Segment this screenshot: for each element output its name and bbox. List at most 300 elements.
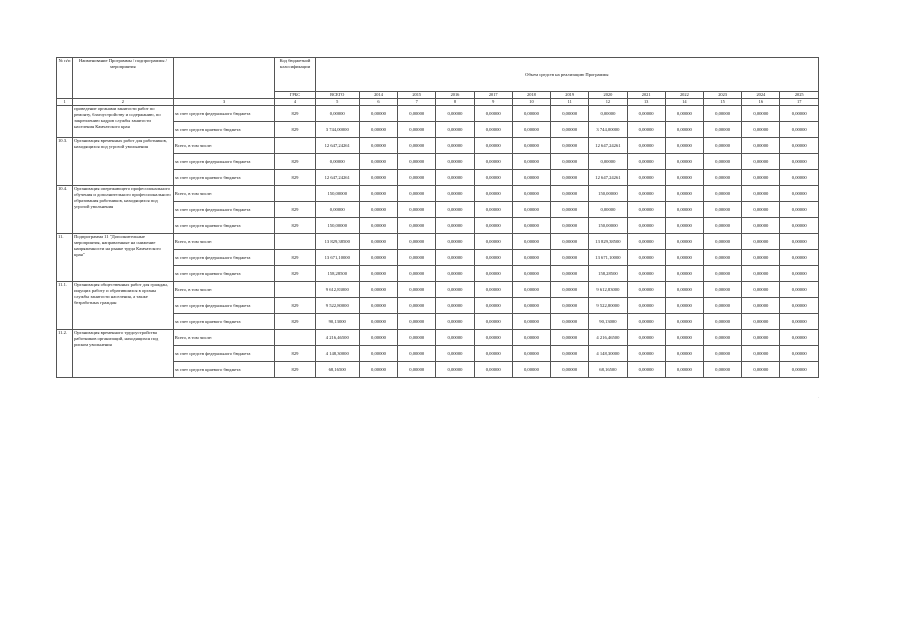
year-amount: 0,00000 <box>398 314 436 330</box>
year-amount: 0,00000 <box>398 330 436 346</box>
year-amount: 0,00000 <box>551 154 589 170</box>
page-corner-mark: · <box>818 395 820 400</box>
header-year: 2017 <box>474 92 512 99</box>
year-amount: 0,00000 <box>436 234 474 250</box>
year-amount: 0,00000 <box>398 362 436 378</box>
grbs-code: 829 <box>275 362 315 378</box>
header-year: 2024 <box>742 92 780 99</box>
funding-source: за счет средств федерального бюджета <box>173 298 275 314</box>
year-amount: 0,00000 <box>436 138 474 154</box>
table-row <box>57 106 819 122</box>
year-amount: 0,00000 <box>359 346 397 362</box>
year-amount: 0,00000 <box>742 330 780 346</box>
year-amount: 0,00000 <box>551 346 589 362</box>
year-amount: 0,00000 <box>474 362 512 378</box>
year-amount: 0,00000 <box>742 218 780 234</box>
year-amount: 0,00000 <box>627 170 665 186</box>
grbs-code: 829 <box>275 218 315 234</box>
column-index: 5 <box>315 99 359 106</box>
year-amount: 0,00000 <box>436 250 474 266</box>
year-amount: 0,00000 <box>512 138 550 154</box>
year-amount: 0,00000 <box>359 234 397 250</box>
year-amount: 0,00000 <box>780 122 819 138</box>
year-amount: 0,00000 <box>627 314 665 330</box>
funding-source: Всего, в том числе: <box>173 234 275 250</box>
year-amount: 0,00000 <box>512 218 550 234</box>
total-amount: 9 612,83000 <box>315 282 359 298</box>
funding-source: за счет средств краевого бюджета <box>173 266 275 282</box>
year-amount: 0,00000 <box>551 106 589 122</box>
year-amount: 0,00000 <box>665 122 703 138</box>
year-amount: 0,00000 <box>512 202 550 218</box>
year-amount: 0,00000 <box>704 138 742 154</box>
header-year: 2016 <box>436 92 474 99</box>
year-amount: 0,00000 <box>627 282 665 298</box>
total-amount: 13 671,10000 <box>315 250 359 266</box>
year-amount: 0,00000 <box>359 218 397 234</box>
total-amount: 150,00000 <box>315 186 359 202</box>
year-amount: 0,00000 <box>551 202 589 218</box>
year-amount: 0,00000 <box>474 186 512 202</box>
total-amount: 0,00000 <box>315 106 359 122</box>
year-amount: 0,00000 <box>474 122 512 138</box>
year-amount: 0,00000 <box>474 298 512 314</box>
row-number <box>57 106 73 138</box>
year-amount: 0,00000 <box>474 202 512 218</box>
year-amount: 0,00000 <box>704 106 742 122</box>
year-amount: 0,00000 <box>780 346 819 362</box>
year-amount: 0,00000 <box>551 186 589 202</box>
year-amount: 0,00000 <box>704 122 742 138</box>
row-number: 10.3. <box>57 138 73 186</box>
year-amount: 0,00000 <box>359 266 397 282</box>
header-year: 2018 <box>512 92 550 99</box>
funding-source: за счет средств краевого бюджета <box>173 362 275 378</box>
year-amount: 9 612,83000 <box>589 282 627 298</box>
year-amount: 150,00000 <box>589 218 627 234</box>
year-amount: 0,00000 <box>359 170 397 186</box>
year-amount: 68,16500 <box>589 362 627 378</box>
year-amount: 0,00000 <box>474 250 512 266</box>
column-index: 11 <box>551 99 589 106</box>
year-amount: 0,00000 <box>398 266 436 282</box>
year-amount: 0,00000 <box>359 298 397 314</box>
year-amount: 0,00000 <box>665 218 703 234</box>
year-amount: 0,00000 <box>436 282 474 298</box>
year-amount: 0,00000 <box>436 314 474 330</box>
year-amount: 0,00000 <box>780 170 819 186</box>
header-source <box>173 58 275 99</box>
year-amount: 0,00000 <box>780 282 819 298</box>
year-amount: 0,00000 <box>742 298 780 314</box>
year-amount: 0,00000 <box>780 250 819 266</box>
column-index: 6 <box>359 99 397 106</box>
year-amount: 0,00000 <box>359 186 397 202</box>
column-index: 8 <box>436 99 474 106</box>
year-amount: 0,00000 <box>551 298 589 314</box>
column-index: 4 <box>275 99 315 106</box>
grbs-code <box>275 138 315 154</box>
year-amount: 0,00000 <box>474 138 512 154</box>
column-index-row <box>57 99 819 106</box>
grbs-code <box>275 330 315 346</box>
year-amount: 0,00000 <box>551 362 589 378</box>
year-amount: 0,00000 <box>436 154 474 170</box>
year-amount: 0,00000 <box>665 154 703 170</box>
year-amount: 0,00000 <box>780 234 819 250</box>
year-amount: 90,13000 <box>589 314 627 330</box>
year-amount: 0,00000 <box>436 186 474 202</box>
year-amount: 0,00000 <box>474 330 512 346</box>
year-amount: 0,00000 <box>704 346 742 362</box>
year-amount: 0,00000 <box>589 154 627 170</box>
year-amount: 0,00000 <box>512 122 550 138</box>
year-amount: 0,00000 <box>704 362 742 378</box>
year-amount: 0,00000 <box>780 314 819 330</box>
year-amount: 0,00000 <box>627 346 665 362</box>
year-amount: 0,00000 <box>742 154 780 170</box>
table-row <box>57 138 819 154</box>
year-amount: 0,00000 <box>627 250 665 266</box>
table-row <box>57 234 819 250</box>
year-amount: 0,00000 <box>742 362 780 378</box>
year-amount: 13 829,38500 <box>589 234 627 250</box>
year-amount: 0,00000 <box>436 202 474 218</box>
year-amount: 0,00000 <box>742 266 780 282</box>
year-amount: 9 522,80000 <box>589 298 627 314</box>
year-amount: 0,00000 <box>665 330 703 346</box>
column-index: 13 <box>627 99 665 106</box>
year-amount: 0,00000 <box>474 282 512 298</box>
column-index: 10 <box>512 99 550 106</box>
year-amount: 0,00000 <box>704 186 742 202</box>
year-amount: 0,00000 <box>665 202 703 218</box>
funding-source: за счет средств краевого бюджета <box>173 314 275 330</box>
year-amount: 0,00000 <box>742 234 780 250</box>
year-amount: 0,00000 <box>665 250 703 266</box>
column-index: 14 <box>665 99 703 106</box>
year-amount: 158,28500 <box>589 266 627 282</box>
funding-source: за счет средств федерального бюджета <box>173 106 275 122</box>
year-amount: 0,00000 <box>742 186 780 202</box>
year-amount: 0,00000 <box>436 170 474 186</box>
year-amount: 0,00000 <box>474 154 512 170</box>
total-amount: 0,00000 <box>315 154 359 170</box>
funding-source: Всего, в том числе: <box>173 186 275 202</box>
year-amount: 4 216,46500 <box>589 330 627 346</box>
year-amount: 4 148,30000 <box>589 346 627 362</box>
total-amount: 0,00000 <box>315 202 359 218</box>
year-amount: 0,00000 <box>512 234 550 250</box>
year-amount: 0,00000 <box>512 250 550 266</box>
total-amount: 12 647,24261 <box>315 170 359 186</box>
year-amount: 0,00000 <box>551 218 589 234</box>
year-amount: 0,00000 <box>780 106 819 122</box>
budget-table <box>56 57 819 378</box>
year-amount: 0,00000 <box>665 266 703 282</box>
funding-source: Всего, в том числе: <box>173 138 275 154</box>
year-amount: 0,00000 <box>665 138 703 154</box>
year-amount: 0,00000 <box>512 346 550 362</box>
year-amount: 0,00000 <box>551 250 589 266</box>
year-amount: 0,00000 <box>359 314 397 330</box>
header-number: № п/п <box>57 58 73 99</box>
funding-source: Всего, в том числе: <box>173 330 275 346</box>
grbs-code: 829 <box>275 298 315 314</box>
year-amount: 0,00000 <box>436 122 474 138</box>
funding-source: за счет средств краевого бюджета <box>173 218 275 234</box>
year-amount: 0,00000 <box>665 362 703 378</box>
grbs-code <box>275 186 315 202</box>
year-amount: 0,00000 <box>627 266 665 282</box>
year-amount: 0,00000 <box>742 170 780 186</box>
header-year: 2022 <box>665 92 703 99</box>
year-amount: 0,00000 <box>359 138 397 154</box>
header-program-name: Наименование Программы / подпрограммы / мероприятия <box>73 58 174 99</box>
year-amount: 0,00000 <box>398 250 436 266</box>
year-amount: 0,00000 <box>436 362 474 378</box>
total-amount: 3 744,00000 <box>315 122 359 138</box>
year-amount: 0,00000 <box>551 282 589 298</box>
column-index: 9 <box>474 99 512 106</box>
year-amount: 0,00000 <box>742 202 780 218</box>
year-amount: 0,00000 <box>665 346 703 362</box>
year-amount: 0,00000 <box>780 218 819 234</box>
year-amount: 0,00000 <box>742 282 780 298</box>
year-amount: 0,00000 <box>704 202 742 218</box>
row-number: 10.4. <box>57 186 73 234</box>
year-amount: 0,00000 <box>474 106 512 122</box>
year-amount: 0,00000 <box>436 266 474 282</box>
table-body <box>57 106 819 378</box>
grbs-code: 829 <box>275 266 315 282</box>
year-amount: 0,00000 <box>398 106 436 122</box>
year-amount: 0,00000 <box>665 298 703 314</box>
year-amount: 150,00000 <box>589 186 627 202</box>
column-index: 2 <box>73 99 174 106</box>
year-amount: 0,00000 <box>359 282 397 298</box>
year-amount: 0,00000 <box>474 346 512 362</box>
activity-name: Подпрограмма 11 "Дополнительные мероприятия, направленные на снижение напряженности на рынке труда Камчатского края" <box>73 234 174 282</box>
year-amount: 0,00000 <box>627 154 665 170</box>
year-amount: 0,00000 <box>589 202 627 218</box>
year-amount: 0,00000 <box>704 234 742 250</box>
header-budget-code: Код бюджетной классификации <box>275 58 315 92</box>
header-year: 2014 <box>359 92 397 99</box>
year-amount: 0,00000 <box>359 362 397 378</box>
year-amount: 0,00000 <box>780 154 819 170</box>
funding-source: за счет средств краевого бюджета <box>173 170 275 186</box>
year-amount: 0,00000 <box>780 186 819 202</box>
year-amount: 0,00000 <box>512 314 550 330</box>
year-amount: 0,00000 <box>627 362 665 378</box>
year-amount: 0,00000 <box>704 314 742 330</box>
column-index: 15 <box>704 99 742 106</box>
year-amount: 0,00000 <box>780 266 819 282</box>
funding-source: за счет средств федерального бюджета <box>173 250 275 266</box>
total-amount: 13 829,38500 <box>315 234 359 250</box>
year-amount: 0,00000 <box>359 330 397 346</box>
header-year: 2019 <box>551 92 589 99</box>
grbs-code: 829 <box>275 346 315 362</box>
year-amount: 0,00000 <box>512 330 550 346</box>
grbs-code: 829 <box>275 122 315 138</box>
year-amount: 12 647,24261 <box>589 170 627 186</box>
grbs-code: 829 <box>275 106 315 122</box>
year-amount: 13 671,10000 <box>589 250 627 266</box>
year-amount: 0,00000 <box>780 362 819 378</box>
year-amount: 0,00000 <box>512 154 550 170</box>
total-amount: 150,00000 <box>315 218 359 234</box>
year-amount: 0,00000 <box>474 170 512 186</box>
year-amount: 0,00000 <box>665 170 703 186</box>
grbs-code: 829 <box>275 250 315 266</box>
header-year: 2015 <box>398 92 436 99</box>
year-amount: 0,00000 <box>398 282 436 298</box>
year-amount: 0,00000 <box>665 106 703 122</box>
year-amount: 0,00000 <box>359 250 397 266</box>
year-amount: 0,00000 <box>474 234 512 250</box>
funding-source: за счет средств федерального бюджета <box>173 346 275 362</box>
total-amount: 4 148,30000 <box>315 346 359 362</box>
header-year: 2021 <box>627 92 665 99</box>
total-amount: 4 216,46500 <box>315 330 359 346</box>
grbs-code: 829 <box>275 154 315 170</box>
year-amount: 0,00000 <box>704 330 742 346</box>
year-amount: 0,00000 <box>780 330 819 346</box>
header-year: 2023 <box>704 92 742 99</box>
year-amount: 12 647,24261 <box>589 138 627 154</box>
year-amount: 0,00000 <box>704 298 742 314</box>
year-amount: 0,00000 <box>398 202 436 218</box>
table-row <box>57 282 819 298</box>
year-amount: 0,00000 <box>551 266 589 282</box>
header-grbs: ГРБС <box>275 92 315 99</box>
year-amount: 0,00000 <box>359 122 397 138</box>
year-amount: 0,00000 <box>512 106 550 122</box>
year-amount: 0,00000 <box>398 122 436 138</box>
table-row <box>57 186 819 202</box>
column-index: 7 <box>398 99 436 106</box>
year-amount: 0,00000 <box>436 218 474 234</box>
year-amount: 0,00000 <box>436 330 474 346</box>
year-amount: 0,00000 <box>474 314 512 330</box>
year-amount: 0,00000 <box>551 330 589 346</box>
year-amount: 0,00000 <box>704 154 742 170</box>
row-number: 11. <box>57 234 73 282</box>
table-row <box>57 330 819 346</box>
year-amount: 0,00000 <box>398 218 436 234</box>
year-amount: 0,00000 <box>512 282 550 298</box>
year-amount: 0,00000 <box>627 218 665 234</box>
grbs-code <box>275 282 315 298</box>
year-amount: 0,00000 <box>398 346 436 362</box>
year-amount: 0,00000 <box>512 186 550 202</box>
year-amount: 0,00000 <box>627 186 665 202</box>
grbs-code <box>275 234 315 250</box>
year-amount: 0,00000 <box>551 138 589 154</box>
header-year: 2025 <box>780 92 819 99</box>
total-amount: 158,28500 <box>315 266 359 282</box>
header-year: 2020 <box>589 92 627 99</box>
year-amount: 0,00000 <box>780 202 819 218</box>
year-amount: 0,00000 <box>512 362 550 378</box>
year-amount: 0,00000 <box>742 106 780 122</box>
row-number: 11.2. <box>57 330 73 378</box>
year-amount: 0,00000 <box>398 170 436 186</box>
year-amount: 0,00000 <box>627 202 665 218</box>
year-amount: 0,00000 <box>398 234 436 250</box>
column-index: 12 <box>589 99 627 106</box>
year-amount: 0,00000 <box>627 298 665 314</box>
year-amount: 0,00000 <box>512 170 550 186</box>
year-amount: 0,00000 <box>551 314 589 330</box>
activity-name: Организация общественных работ для граждан, ищущих работу и обратившихся в органы службы занятости населения, а также безработных граждан <box>73 282 174 330</box>
funding-source: за счет средств федерального бюджета <box>173 202 275 218</box>
year-amount: 0,00000 <box>436 346 474 362</box>
total-amount: 68,16500 <box>315 362 359 378</box>
year-amount: 0,00000 <box>551 170 589 186</box>
year-amount: 0,00000 <box>359 154 397 170</box>
year-amount: 0,00000 <box>742 314 780 330</box>
year-amount: 0,00000 <box>704 282 742 298</box>
header-total: ВСЕГО <box>315 92 359 99</box>
year-amount: 0,00000 <box>512 298 550 314</box>
year-amount: 0,00000 <box>704 266 742 282</box>
column-index: 17 <box>780 99 819 106</box>
year-amount: 0,00000 <box>627 122 665 138</box>
year-amount: 0,00000 <box>512 266 550 282</box>
year-amount: 0,00000 <box>551 234 589 250</box>
year-amount: 0,00000 <box>704 250 742 266</box>
year-amount: 0,00000 <box>398 298 436 314</box>
activity-name: проведение органами занятости работ по ремонту, благоустройству и содержанию, по закреплению кадров службы занятости населения Камчатского края <box>73 106 174 138</box>
year-amount: 0,00000 <box>780 298 819 314</box>
year-amount: 0,00000 <box>551 122 589 138</box>
grbs-code: 829 <box>275 314 315 330</box>
year-amount: 0,00000 <box>589 106 627 122</box>
year-amount: 0,00000 <box>742 138 780 154</box>
table-header <box>57 58 819 106</box>
total-amount: 12 647,24261 <box>315 138 359 154</box>
year-amount: 0,00000 <box>398 138 436 154</box>
column-index: 3 <box>173 99 275 106</box>
funding-source: Всего, в том числе: <box>173 282 275 298</box>
year-amount: 0,00000 <box>665 234 703 250</box>
activity-name: Организация временного трудоустройства работников организаций, находящихся под риском увольнения <box>73 330 174 378</box>
year-amount: 0,00000 <box>742 250 780 266</box>
year-amount: 0,00000 <box>436 298 474 314</box>
year-amount: 0,00000 <box>665 282 703 298</box>
column-index: 1 <box>57 99 73 106</box>
year-amount: 0,00000 <box>398 154 436 170</box>
year-amount: 0,00000 <box>704 218 742 234</box>
year-amount: 0,00000 <box>780 138 819 154</box>
year-amount: 0,00000 <box>742 346 780 362</box>
activity-name: Организация опережающего профессионального обучения и дополнительного профессионального образования работников, находящихся под угрозой увольнения <box>73 186 174 234</box>
total-amount: 9 522,80000 <box>315 298 359 314</box>
activity-name: Организация временных работ для работников, находящихся под угрозой увольнения <box>73 138 174 186</box>
row-number: 11.1. <box>57 282 73 330</box>
header-volume: Объем средств на реализацию Программы <box>315 58 818 92</box>
year-amount: 0,00000 <box>627 138 665 154</box>
grbs-code: 829 <box>275 202 315 218</box>
year-amount: 3 744,00000 <box>589 122 627 138</box>
year-amount: 0,00000 <box>627 330 665 346</box>
year-amount: 0,00000 <box>474 218 512 234</box>
year-amount: 0,00000 <box>436 106 474 122</box>
column-index: 16 <box>742 99 780 106</box>
